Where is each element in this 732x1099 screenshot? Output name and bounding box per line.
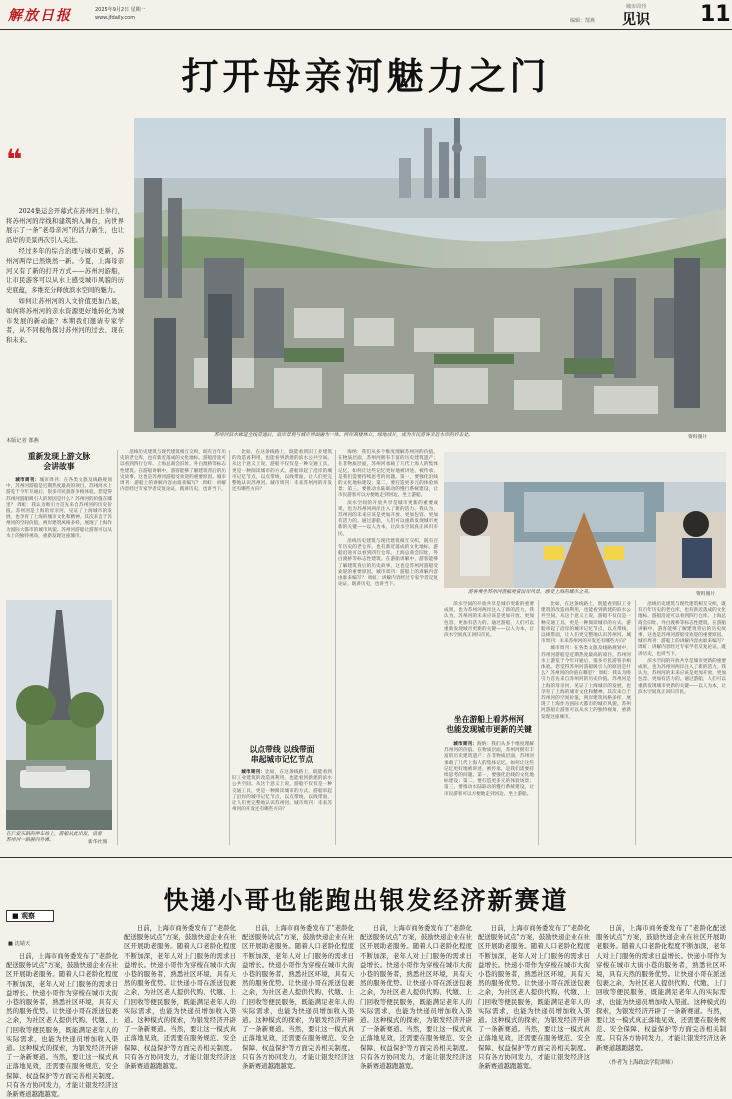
tag-icon: ■ [12, 912, 19, 920]
lead-paragraph: 2024集运会开幕式在苏州河上举行，将苏州河的岸线和建筑纳入舞台，向世界展示了一条“老母亲河”的活力新生，也让沿岸的美景再次引人关注。 [6, 208, 124, 244]
main-photo-aerial-river [134, 118, 726, 432]
photo-boat-caption: 在仁爱东路的停车场上，游船从此出发，沿着苏州河一路驶向外滩。 [6, 832, 102, 844]
body-text: 海纳：我们从多个维度理解苏州河的价值。在物质层面，苏州河拥有丰富的历史建筑遗产；在非物质层面，苏州河承载了几代上海人的集体记忆。如何让这些记忆更好地被讲述、被传承，是我们需要持续思考的问题。第一，要强化沿线的文化地标建设；第二，要打造更多元的体验场景；第三，要推动水陆联动的慢行系统建设，让市民游客可以方便地走到河边、坐上游船。 [338, 450, 438, 499]
subhead-text: 坐在游船上看苏州河 也能发现城市更新的关键 [446, 715, 532, 734]
body-column-3b [232, 770, 332, 840]
byline: 本版记者 郜燕 [6, 438, 39, 444]
body-column-5 [444, 602, 534, 712]
body-column-2 [120, 450, 226, 645]
body-column-7 [638, 602, 726, 842]
tag-label: 观察 [21, 912, 36, 920]
section-subhead-1 [6, 452, 112, 472]
tag-observe [12, 911, 35, 921]
second-body-col-3 [242, 924, 354, 1070]
second-headline: 快递小哥也能跑出银发经济新赛道 [163, 886, 569, 915]
body-text: 滨水空间的开放共享是城市更新的重要成果，也为苏州河两岸注入了新的活力。我认为，苏州河的未来应该是更加开放、更加包容、更加有活力的。通过游船，人们可以重新发现城市更新的关键——以人为本，让滨水空间真正回归市民。 [638, 658, 726, 695]
photo-boat-passengers [444, 452, 726, 588]
second-author: ■ 沈婧天 [8, 941, 31, 947]
section-subhead-2 [232, 745, 332, 765]
second-body-col-2 [124, 924, 236, 1070]
subhead-text: 重新发现上游文脉 会讲故事 [27, 452, 91, 471]
body-text: 日前，上海市商务委发布了“老龄化配送服务试点”方案，鼓励快递企业在社区开展助老服务。随着人口老龄化程度不断加深，老年人对上门服务的需求日益增长。快递小哥作为穿梭在城市大街小巷的服务者，熟悉社区环境，具有天然的服务优势。让快递小哥在派送包裹之余，为社区老人提供代购、代缴、上门回收等便民服务，既能满足老年人的实际需求，也能为快递员增加收入渠道。这种模式的探索，为银发经济开辟了一条新赛道。当然，要让这一模式真正落地见效，还需要在服务规范、安全保障、权益保护等方面完善相关制度。只有各方协同发力，才能让银发经济这条新赛道越跑越宽。 [124, 924, 236, 1071]
photo-passengers-caption: 游客乘坐苏州河游船观赏沿岸风景，感受上海的城市之美。 [468, 590, 593, 595]
body-text: 城市周刊：在各类文旅及线路规划中，苏州河游船是近期热度最高的项目。苏州河水上游览于今年开通后，很多市民游客争相体验。您觉得苏州河游船吸引人的原因是什么？苏州河的价值在哪里？ 周虹：我认为吸引力首先来自苏州河的历史价值。苏州河是上海的母亲河，见证了上海城市的发展，也孕育了上海的城市文化和精神。其次来自于苏州河的空间价值，两岸建筑风格多样，展现了上海作为国际大都市的城市风貌。苏州河游船让游客可以从水上的独特视角，重新发现这座城市。 [541, 646, 631, 720]
section-divider [0, 857, 732, 858]
issue-date: 2025年9月2日 星期一 [95, 7, 146, 13]
body-text: 比如，在这条线路上，既能看到旧工业建筑的改造再利用，也能看到新建的滨水公共空间。从这个意义上说，游船不仅仅是一种交通工具，更是一种阅读城市的方式。游船串起了沿岸的城市记忆节点，以点带线，以线带面，让人们更完整地认识苏州河。城市周刊：未来苏州河的开发还有哪些方向？ [232, 450, 332, 493]
qa-lead: 城市周刊： [15, 478, 40, 483]
qa-lead: 城市周刊： [241, 770, 266, 775]
body-column-1 [6, 478, 112, 598]
second-body-col-4 [360, 924, 472, 1070]
main-photo-caption: 苏州河滨水廊道全线贯通后，沿岸景观与城市界面融为一体。两岸高楼林立，绿地成片，成为市民游客亲近水岸的好去处。 [214, 433, 474, 438]
body-column-6 [541, 602, 631, 842]
body-column-5b [444, 742, 534, 842]
photo-boat-tower [6, 600, 112, 830]
feature-headline: 打开母亲河魅力之门 [181, 55, 551, 98]
second-body-col-5 [478, 924, 590, 1070]
body-text: 城市周刊：在各类文旅及线路规划中，苏州河游船是近期热度最高的项目。苏州河水上游览于今年开通后，很多市民游客争相体验。您觉得苏州河游船吸引人的原因是什么？苏州河的价值在哪里？ 周虹：我认为吸引力首先来自苏州河的历史价值。苏州河是上海的母亲河，见证了上海城市的发展，也孕育了上海的城市文化和精神。其次来自于苏州河的空间价值，两岸建筑风格多样，展现了上海作为国际大都市的城市风貌。苏州河游船让游客可以从水上的独特视角，重新发现这座城市。 [6, 478, 112, 539]
main-photo-credit: 资料图片 [688, 435, 708, 440]
body-text: 比如，在这条线路上，既能看到旧工业建筑的改造再利用，也能看到新建的滨水公共空间。从这个意义上说，游船不仅仅是一种交通工具，更是一种阅读城市的方式。游船串起了沿岸的城市记忆节点，以点带线，以线带面，让人们更完整地认识苏州河。城市周刊：未来苏州河的开发还有哪些方向？ [232, 770, 332, 813]
page-number: 11 [700, 2, 731, 27]
newspaper-logo: 解放日报 [8, 8, 72, 24]
feature-lead [6, 207, 124, 347]
body-text: 日前，上海市商务委发布了“老龄化配送服务试点”方案，鼓励快递企业在社区开展助老服务。随着人口老龄化程度不断加深，老年人对上门服务的需求日益增长。快递小哥作为穿梭在城市大街小巷的服务者，熟悉社区环境，具有天然的服务优势。让快递小哥在派送包裹之余，为社区老人提供代购、代缴、上门回收等便民服务，既能满足老年人的实际需求，也能为快递员增加收入渠道。这种模式的探索，为银发经济开辟了一条新赛道。当然，要让这一模式真正落地见效，还需要在服务规范、安全保障、权益保护等方面完善相关制度。只有各方协同发力，才能让银发经济这条新赛道越跑越宽。 [478, 924, 590, 1071]
body-column-3 [232, 450, 332, 740]
second-body-col-1 [6, 952, 118, 1099]
quote-mark-icon: ❝ [6, 143, 23, 176]
body-text: 沿线历史建筑与现代建筑相互交织，既有百年历史的老仓库，也有新近落成的文化地标。游船沿途可以看到四行仓库、上海总商会旧址、外白渡桥等标志性建筑。在游船讲解中，游客能够了解建筑背后的历史故事，这也是苏州河游船受欢迎的重要原因。城市周刊：游船上的讲解内容由谁来编写？ 周虹：讲解内容经过专家学者反复论证，既讲历史，也讲当下。 [638, 602, 726, 657]
website[interactable]: www.jfdaily.com [95, 15, 136, 21]
qa-lead: 城市周刊： [453, 742, 477, 747]
body-text: 日前，上海市商务委发布了“老龄化配送服务试点”方案，鼓励快递企业在社区开展助老服务。随着人口老龄化程度不断加深，老年人对上门服务的需求日益增长。快递小哥作为穿梭在城市大街小巷的服务者，熟悉社区环境，具有天然的服务优势。让快递小哥在派送包裹之余，为社区老人提供代购、代缴、上门回收等便民服务，既能满足老年人的实际需求，也能为快递员增加收入渠道。这种模式的探索，为银发经济开辟了一条新赛道。当然，要让这一模式真正落地见效，还需要在服务规范、安全保障、权益保护等方面完善相关制度。只有各方协同发力，才能让银发经济这条新赛道越跑越宽。 [242, 924, 354, 1071]
body-text: 海纳：我们从多个维度理解苏州河的价值。在物质层面，苏州河拥有丰富的历史建筑遗产；在非物质层面，苏州河承载了几代上海人的集体记忆。如何让这些记忆更好地被讲述、被传承，是我们需要持续思考的问题。第一，要强化沿线的文化地标建设；第二，要打造更多元的体验场景；第三，要推动水陆联动的慢行系统建设，让市民游客可以方便地走到河边、坐上游船。 [444, 742, 534, 797]
body-column-4 [338, 450, 438, 845]
column-name: 见识 [622, 12, 650, 28]
weekly-label: 城市周刊 [626, 4, 647, 10]
second-author-note: （作者为上海政法学院讲师） [606, 1060, 677, 1066]
photo-passengers-credit: 资料图片 [696, 592, 716, 597]
publication-info [95, 6, 146, 22]
lead-paragraph: 如何让苏州河的人文价值更加凸显，如何将苏州河的亲水资源更好地转化为城市发展的新动能？本期我们邀请专家学者，从不同视角探讨苏州河的过去、现在和未来。 [6, 298, 124, 344]
body-text: 滨水空间的开放共享是城市更新的重要成果，也为苏州河两岸注入了新的活力。我认为，苏州河的未来应该是更加开放、更加包容、更加有活力的。通过游船，人们可以重新发现城市更新的关键——以人为本，让滨水空间真正回归市民。 [338, 500, 438, 537]
editor-credit: 编辑：郜燕 [570, 18, 596, 24]
body-text: 日前，上海市商务委发布了“老龄化配送服务试点”方案，鼓励快递企业在社区开展助老服务。随着人口老龄化程度不断加深，老年人对上门服务的需求日益增长。快递小哥作为穿梭在城市大街小巷的服务者，熟悉社区环境，具有天然的服务优势。让快递小哥在派送包裹之余，为社区老人提供代购、代缴、上门回收等便民服务，既能满足老年人的实际需求，也能为快递员增加收入渠道。这种模式的探索，为银发经济开辟了一条新赛道。当然，要让这一模式真正落地见效，还需要在服务规范、安全保障、权益保护等方面完善相关制度。只有各方协同发力，才能让银发经济这条新赛道越跑越宽。 [596, 924, 726, 1052]
body-text: 沿线历史建筑与现代建筑相互交织，既有百年历史的老仓库，也有新近落成的文化地标。游船沿途可以看到四行仓库、上海总商会旧址、外白渡桥等标志性建筑。在游船讲解中，游客能够了解建筑背后的历史故事，这也是苏州河游船受欢迎的重要原因。城市周刊：游船上的讲解内容由谁来编写？ 周虹：讲解内容经过专家学者反复论证，既讲历史，也讲当下。 [338, 538, 438, 588]
body-text: 比如，在这条线路上，既能看到旧工业建筑的改造再利用，也能看到新建的滨水公共空间。从这个意义上说，游船不仅仅是一种交通工具，更是一种阅读城市的方式。游船串起了沿岸的城市记忆节点，以点带线，以线带面，让人们更完整地认识苏州河。城市周刊：未来苏州河的开发还有哪些方向？ [541, 602, 631, 645]
photo-boat-credit: 新华社图 [88, 840, 108, 845]
body-text: 沿线历史建筑与现代建筑相互交织，既有百年历史的老仓库，也有新近落成的文化地标。游船沿途可以看到四行仓库、上海总商会旧址、外白渡桥等标志性建筑。在游船讲解中，游客能够了解建筑背后的历史故事，这也是苏州河游船受欢迎的重要原因。城市周刊：游船上的讲解内容由谁来编写？ 周虹：讲解内容经过专家学者反复论证，既讲历史，也讲当下。 [120, 450, 226, 493]
body-text: 日前，上海市商务委发布了“老龄化配送服务试点”方案，鼓励快递企业在社区开展助老服务。随着人口老龄化程度不断加深，老年人对上门服务的需求日益增长。快递小哥作为穿梭在城市大街小巷的服务者，熟悉社区环境，具有天然的服务优势。让快递小哥在派送包裹之余，为社区老人提供代购、代缴、上门回收等便民服务，既能满足老年人的实际需求，也能为快递员增加收入渠道。这种模式的探索，为银发经济开辟了一条新赛道。当然，要让这一模式真正落地见效，还需要在服务规范、安全保障、权益保护等方面完善相关制度。只有各方协同发力，才能让银发经济这条新赛道越跑越宽。 [360, 924, 472, 1071]
body-text: 滨水空间的开放共享是城市更新的重要成果，也为苏州河两岸注入了新的活力。我认为，苏州河的未来应该是更加开放、更加包容、更加有活力的。通过游船，人们可以重新发现城市更新的关键——以人为本，让滨水空间真正回归市民。 [444, 602, 534, 639]
subhead-text: 以点带线 以线带面 串起城市记忆节点 [249, 745, 315, 764]
body-text: 日前，上海市商务委发布了“老龄化配送服务试点”方案，鼓励快递企业在社区开展助老服务。随着人口老龄化程度不断加深，老年人对上门服务的需求日益增长。快递小哥作为穿梭在城市大街小巷的服务者，熟悉社区环境，具有天然的服务优势。让快递小哥在派送包裹之余，为社区老人提供代购、代缴、上门回收等便民服务，既能满足老年人的实际需求，也能为快递员增加收入渠道。这种模式的探索，为银发经济开辟了一条新赛道。当然，要让这一模式真正落地见效，还需要在服务规范、安全保障、权益保护等方面完善相关制度。只有各方协同发力，才能让银发经济这条新赛道越跑越宽。 [6, 952, 118, 1099]
second-body-col-6 [596, 924, 726, 1056]
section-subhead-3 [444, 715, 534, 735]
lead-paragraph: 经过多年的综合治理与城市更新，苏州河两岸已然焕然一新。今夏，上海母亲河又有了新的打开方式——苏州河游船，让市民游客可以从水上感受城市风貌的历史底蕴，多维充分释放滨水空间的魅力。 [6, 248, 124, 294]
